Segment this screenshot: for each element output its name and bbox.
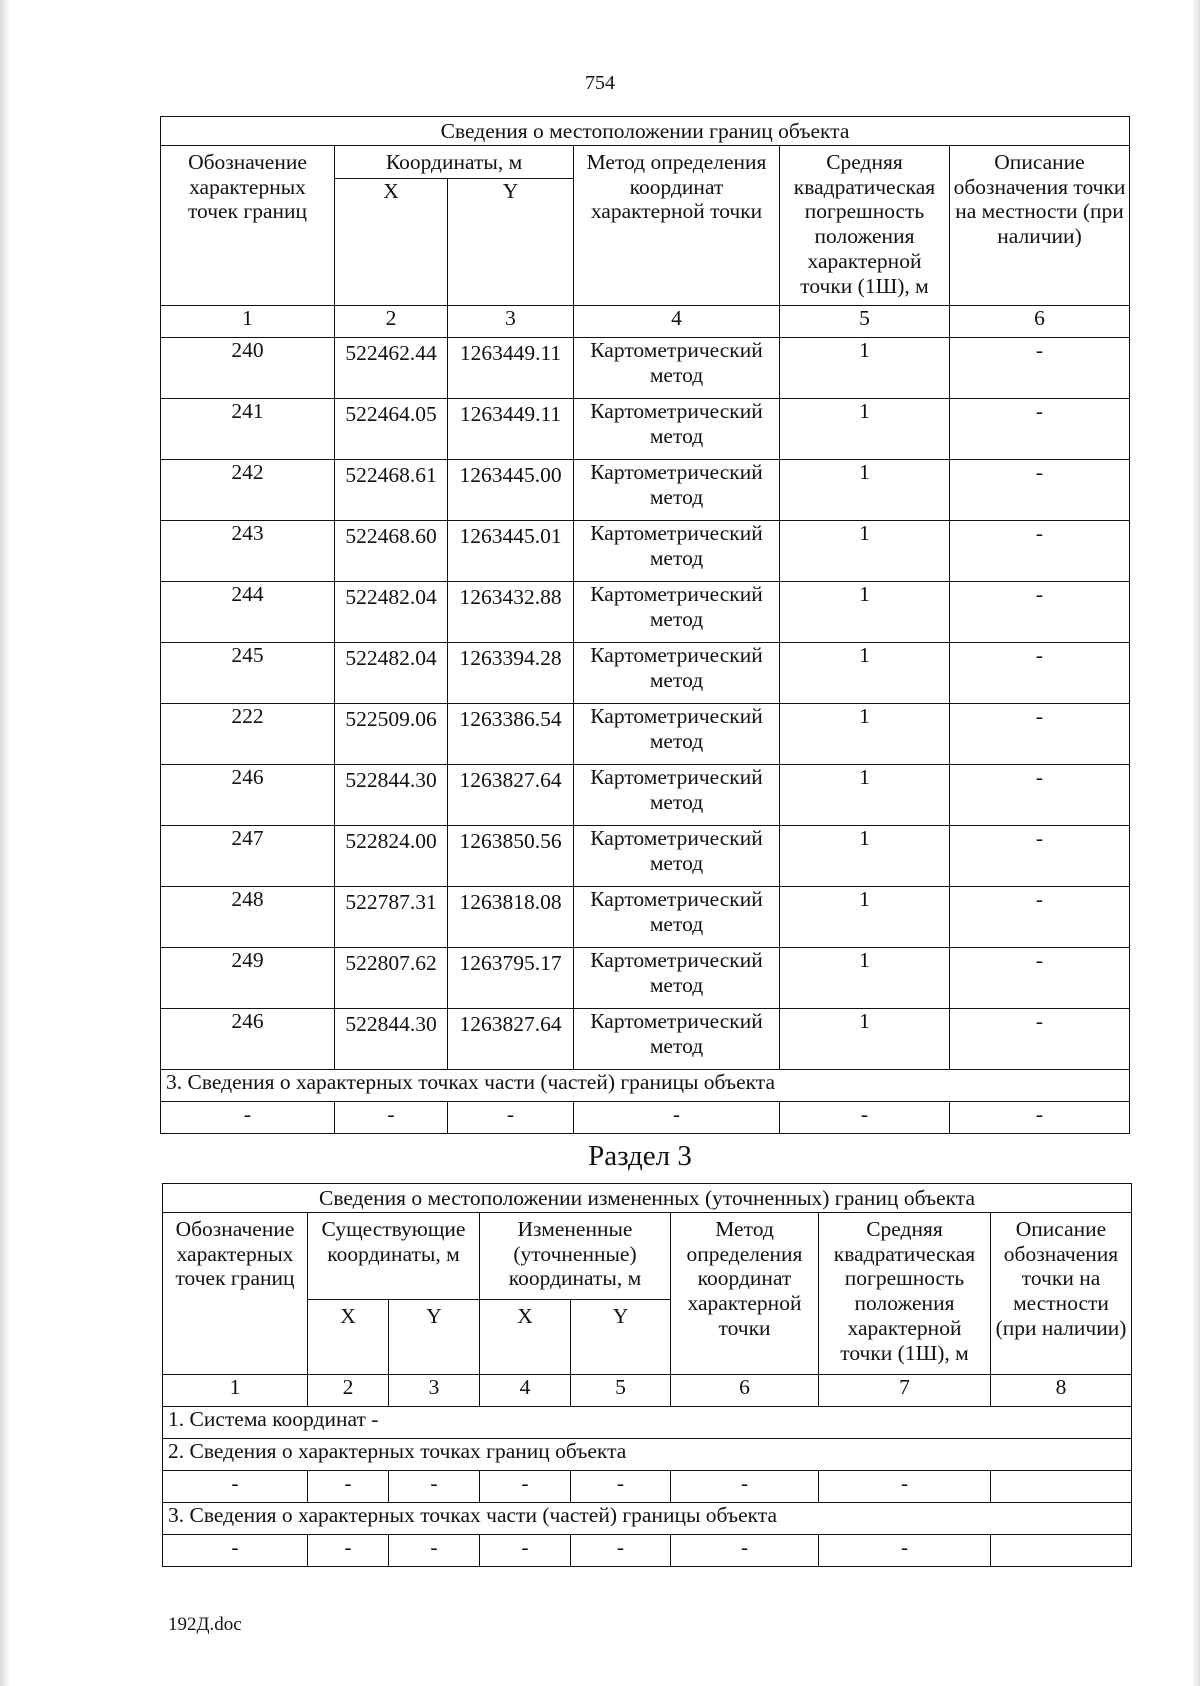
value-cell: - [819,1535,991,1567]
header-y: Y [448,179,574,306]
error-cell: 1 [780,887,950,948]
error-cell: 1 [780,521,950,582]
method-cell: Картометрический метод [574,338,780,399]
value-cell [991,1471,1132,1503]
point-cell: 249 [161,948,335,1009]
method-cell: Картометрический метод [574,460,780,521]
x-coordinate-cell: 522462.44 [335,338,448,399]
x-coordinate-cell: 522482.04 [335,582,448,643]
table2-system-row [163,1407,1132,1439]
table-row [161,399,1130,460]
description-cell: - [950,521,1130,582]
value-cell: - [308,1471,389,1503]
x-coordinate-cell: 522844.30 [335,1009,448,1070]
column-number-cell: 1 [163,1375,308,1407]
header-description: Описание обозначения точки на местности (при наличии) [991,1213,1132,1375]
description-cell: - [950,765,1130,826]
table1-section3-label: 3. Сведения о характерных точках части (частей) границы объекта [161,1070,1130,1102]
header-error: Средняя квадратическая погрешность положения характерной точки (1Ш), м [819,1213,991,1375]
method-cell: Картометрический метод [574,399,780,460]
value-cell: - [389,1535,480,1567]
value-cell: - [335,1102,448,1134]
y-coordinate-cell: 1263445.00 [448,460,574,521]
description-cell: - [950,887,1130,948]
point-cell: 246 [161,1009,335,1070]
y-coordinate-cell: 1263386.54 [448,704,574,765]
x-coordinate-cell: 522464.05 [335,399,448,460]
point-cell: 243 [161,521,335,582]
value-cell: - [671,1471,819,1503]
point-cell: 244 [161,582,335,643]
column-number-cell: 5 [571,1375,671,1407]
x-coordinate-cell: 522844.30 [335,765,448,826]
table2-points-label-row [163,1439,1132,1471]
header-x: X [335,179,448,306]
value-cell: - [163,1535,308,1567]
y-coordinate-cell: 1263795.17 [448,948,574,1009]
table-row [161,582,1130,643]
table2-header-row [163,1213,1132,1300]
changed-boundary-table [162,1183,1132,1567]
method-cell: Картометрический метод [574,521,780,582]
column-number-cell: 3 [389,1375,480,1407]
table-row [161,521,1130,582]
value-cell: - [671,1535,819,1567]
table1-section3-row [161,1070,1130,1102]
point-cell: 247 [161,826,335,887]
error-cell: 1 [780,460,950,521]
description-cell: - [950,460,1130,521]
table2-points-values [163,1471,1132,1503]
point-cell: 242 [161,460,335,521]
table-row [161,1009,1130,1070]
column-number-cell: 1 [161,306,335,338]
point-cell: 245 [161,643,335,704]
x-coordinate-cell: 522807.62 [335,948,448,1009]
point-cell: 246 [161,765,335,826]
description-cell: - [950,826,1130,887]
column-number-cell: 6 [671,1375,819,1407]
column-number-cell: 3 [448,306,574,338]
value-cell: - [950,1102,1130,1134]
description-cell: - [950,582,1130,643]
header-changed-coordinates: Измененные (уточненные) координаты, м [480,1213,671,1300]
header-changed-x: X [480,1300,571,1375]
boundary-location-table [160,116,1130,1134]
description-cell: - [950,948,1130,1009]
table1-section3-values [161,1102,1130,1134]
table2-caption: Сведения о местоположении измененных (уточненных) границ объекта [163,1184,1132,1213]
table2-parts-label-row [163,1503,1132,1535]
error-cell: 1 [780,643,950,704]
header-description: Описание обозначения точки на местности (при наличии) [950,146,1130,306]
column-number-cell: 6 [950,306,1130,338]
y-coordinate-cell: 1263449.11 [448,338,574,399]
coordinate-system-label: 1. Система координат - [163,1407,1132,1439]
error-cell: 1 [780,704,950,765]
error-cell: 1 [780,826,950,887]
points-section-label: 2. Сведения о характерных точках границ объекта [163,1439,1132,1471]
error-cell: 1 [780,1009,950,1070]
x-coordinate-cell: 522468.61 [335,460,448,521]
value-cell: - [571,1471,671,1503]
table-row [161,460,1130,521]
column-number-cell: 4 [574,306,780,338]
x-coordinate-cell: 522787.31 [335,887,448,948]
header-error: Средняя квадратическая погрешность положения характерной точки (1Ш), м [780,146,950,306]
x-coordinate-cell: 522509.06 [335,704,448,765]
header-existing-y: Y [389,1300,480,1375]
error-cell: 1 [780,948,950,1009]
header-points: Обозначение характерных точек границ [163,1213,308,1375]
value-cell: - [308,1535,389,1567]
value-cell: - [819,1471,991,1503]
method-cell: Картометрический метод [574,704,780,765]
error-cell: 1 [780,765,950,826]
value-cell: - [448,1102,574,1134]
description-cell: - [950,1009,1130,1070]
description-cell: - [950,338,1130,399]
method-cell: Картометрический метод [574,1009,780,1070]
table-row [161,338,1130,399]
table-row [161,948,1130,1009]
section-title: Раздел 3 [588,1140,692,1172]
y-coordinate-cell: 1263850.56 [448,826,574,887]
y-coordinate-cell: 1263827.64 [448,765,574,826]
y-coordinate-cell: 1263445.01 [448,521,574,582]
header-method: Метод определения координат характерной точки [574,146,780,306]
method-cell: Картометрический метод [574,643,780,704]
table-row [161,765,1130,826]
table1-body [161,338,1130,1070]
point-cell: 241 [161,399,335,460]
y-coordinate-cell: 1263432.88 [448,582,574,643]
x-coordinate-cell: 522824.00 [335,826,448,887]
table2-column-numbers [163,1375,1132,1407]
value-cell: - [571,1535,671,1567]
value-cell: - [780,1102,950,1134]
table-row [161,643,1130,704]
column-number-cell: 7 [819,1375,991,1407]
method-cell: Картометрический метод [574,887,780,948]
scan-edge-right [1192,0,1200,1686]
column-number-cell: 2 [335,306,448,338]
error-cell: 1 [780,338,950,399]
description-cell: - [950,704,1130,765]
description-cell: - [950,399,1130,460]
column-number-cell: 5 [780,306,950,338]
error-cell: 1 [780,399,950,460]
header-existing-coordinates: Существующие координаты, м [308,1213,480,1300]
document-filename: 192Д.doc [168,1614,242,1635]
value-cell: - [163,1471,308,1503]
point-cell: 240 [161,338,335,399]
header-method: Метод определения координат характерной точки [671,1213,819,1375]
column-number-cell: 4 [480,1375,571,1407]
column-number-cell: 2 [308,1375,389,1407]
value-cell: - [480,1535,571,1567]
table-row [161,704,1130,765]
y-coordinate-cell: 1263449.11 [448,399,574,460]
parts-section-label: 3. Сведения о характерных точках части (частей) границы объекта [163,1503,1132,1535]
value-cell [991,1535,1132,1567]
scan-edge-left [0,0,10,1686]
table-row [161,887,1130,948]
table2-parts-values [163,1535,1132,1567]
table1-caption-row [161,117,1130,146]
table1-caption: Сведения о местоположении границ объекта [161,117,1130,146]
method-cell: Картометрический метод [574,765,780,826]
table-row [161,826,1130,887]
value-cell: - [574,1102,780,1134]
x-coordinate-cell: 522482.04 [335,643,448,704]
header-existing-x: X [308,1300,389,1375]
header-coordinates: Координаты, м [335,146,574,179]
description-cell: - [950,643,1130,704]
y-coordinate-cell: 1263818.08 [448,887,574,948]
y-coordinate-cell: 1263827.64 [448,1009,574,1070]
method-cell: Картометрический метод [574,826,780,887]
method-cell: Картометрический метод [574,582,780,643]
table1-header-row [161,146,1130,179]
error-cell: 1 [780,582,950,643]
value-cell: - [480,1471,571,1503]
point-cell: 248 [161,887,335,948]
point-cell: 222 [161,704,335,765]
page-number: 754 [585,72,615,94]
table1-column-numbers [161,306,1130,338]
y-coordinate-cell: 1263394.28 [448,643,574,704]
header-changed-y: Y [571,1300,671,1375]
value-cell: - [161,1102,335,1134]
header-points: Обозначение характерных точек границ [161,146,335,306]
method-cell: Картометрический метод [574,948,780,1009]
column-number-cell: 8 [991,1375,1132,1407]
x-coordinate-cell: 522468.60 [335,521,448,582]
value-cell: - [389,1471,480,1503]
table2-caption-row [163,1184,1132,1213]
